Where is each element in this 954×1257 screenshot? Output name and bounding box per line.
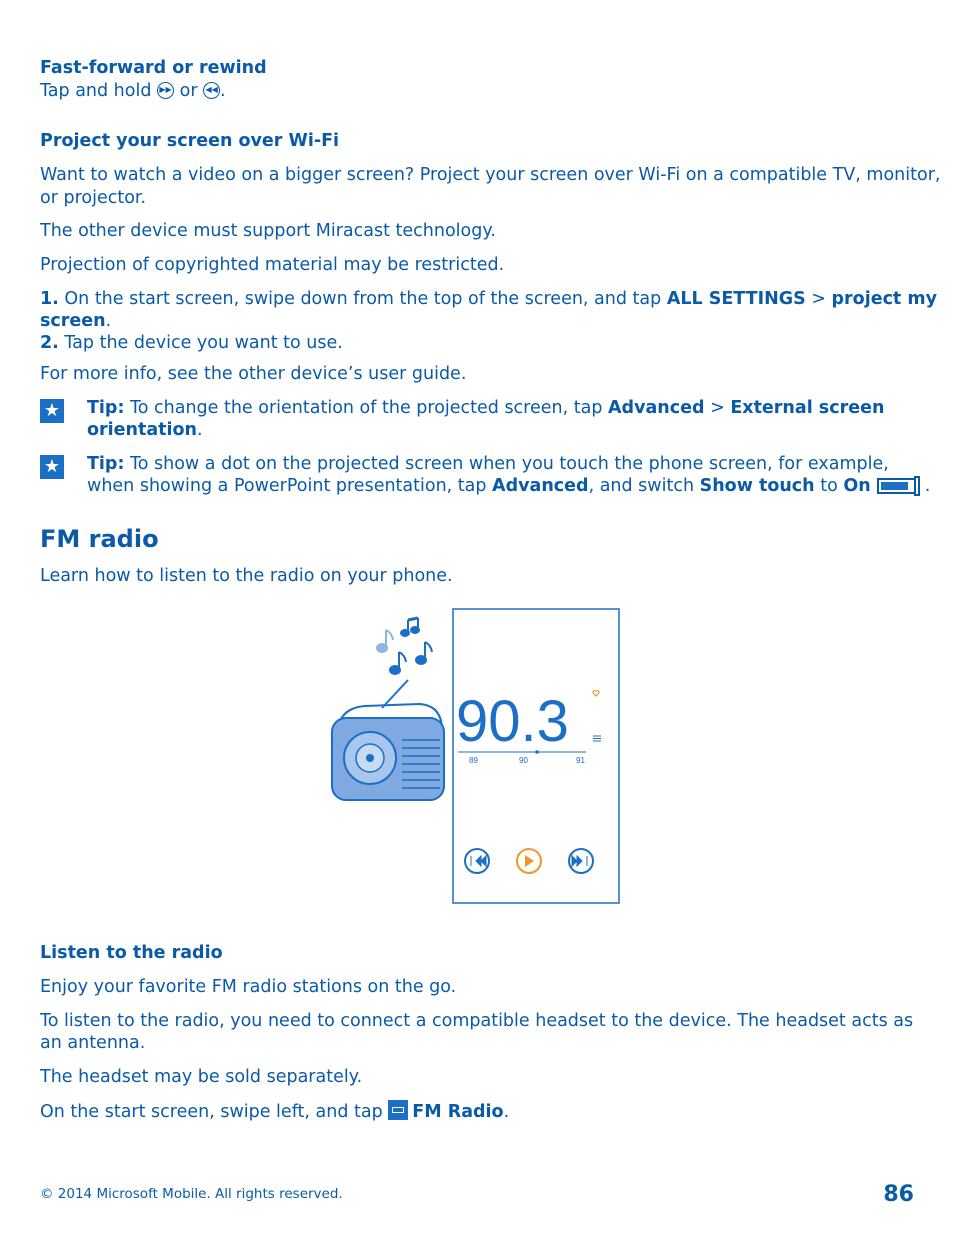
text-span: . <box>503 1102 510 1122</box>
section-title-listen: Listen to the radio <box>40 943 223 963</box>
text-span: Tap the device you want to use. <box>58 333 343 353</box>
fast-forward-icon: ▶▶ <box>157 82 174 99</box>
paragraph: or projector. <box>40 188 147 208</box>
section-title-project: Project your screen over Wi-Fi <box>40 131 340 151</box>
text-span: . <box>105 311 112 331</box>
ui-term: On <box>843 476 871 496</box>
tip-2 <box>87 453 889 475</box>
text-span: , and switch <box>588 476 700 496</box>
scale-label: 90 <box>519 756 528 765</box>
text-span: On the start screen, swipe down from the top of the screen, and tap <box>58 289 667 309</box>
text-span: On the start screen, swipe left, and tap <box>40 1102 389 1122</box>
text-span: > <box>805 289 832 309</box>
fast-forward-text <box>40 80 226 102</box>
step-number: 1. <box>40 289 59 309</box>
paragraph: The other device must support Miracast technology. <box>40 221 496 241</box>
scale-label: 91 <box>576 756 585 765</box>
paragraph: Projection of copyrighted material may be restricted. <box>40 255 505 275</box>
text-span: . <box>197 420 203 440</box>
paragraph <box>40 1100 509 1123</box>
ui-term: orientation <box>87 420 197 440</box>
fm-radio-app-icon <box>388 1100 408 1120</box>
ui-term: ALL SETTINGS <box>666 289 806 309</box>
frequency-display: 90.3 <box>456 689 569 754</box>
section-title-fast-forward: Fast-forward or rewind <box>40 58 267 78</box>
star-icon: ★ <box>40 399 64 423</box>
paragraph: To listen to the radio, you need to connect a compatible headset to the device. The headset acts as <box>40 1011 914 1031</box>
ui-term: Advanced <box>608 398 705 418</box>
ui-term: Show touch <box>699 476 815 496</box>
text-span: . <box>220 81 226 101</box>
ui-term: screen <box>40 311 106 331</box>
ui-term: Advanced <box>492 476 589 496</box>
star-icon: ★ <box>40 455 64 479</box>
tip-1 <box>87 397 884 419</box>
text-span: To change the orientation of the projected screen, tap <box>124 398 609 418</box>
paragraph: The headset may be sold separately. <box>40 1067 363 1087</box>
paragraph: For more info, see the other device’s user guide. <box>40 364 467 384</box>
step-1-cont <box>40 310 111 332</box>
section-title-fm-radio: FM radio <box>40 525 159 553</box>
rewind-icon: ◀◀ <box>203 82 220 99</box>
paragraph: Enjoy your favorite FM radio stations on the go. <box>40 977 457 997</box>
fm-radio-illustration <box>320 600 630 910</box>
ui-term: External screen <box>730 398 885 418</box>
radio-icon <box>332 680 444 800</box>
ui-term: FM Radio <box>412 1102 504 1122</box>
text-span: Tap and hold <box>40 81 152 101</box>
tip-2-cont <box>87 475 930 497</box>
ui-term: project my <box>831 289 938 309</box>
page-number: 86 <box>883 1182 914 1207</box>
paragraph: Learn how to listen to the radio on your phone. <box>40 566 453 586</box>
text-span: or <box>179 81 198 101</box>
text-span: when showing a PowerPoint presentation, tap <box>87 476 493 496</box>
step-2 <box>40 332 343 354</box>
step-1 <box>40 288 937 310</box>
music-notes-icon <box>377 618 432 674</box>
text-span: to <box>814 476 844 496</box>
text-span: > <box>704 398 731 418</box>
text-span: To show a dot on the projected screen when you touch the phone screen, for example, <box>124 454 889 474</box>
tip-label: Tip: <box>87 454 125 474</box>
text-span: . <box>924 476 931 496</box>
paragraph: an antenna. <box>40 1033 146 1053</box>
scale-label: 89 <box>469 756 478 765</box>
paragraph: Want to watch a video on a bigger screen? Project your screen over Wi-Fi on a compatible TV, monitor, <box>40 165 941 185</box>
copyright: © 2014 Microsoft Mobile. All rights reserved. <box>40 1186 343 1202</box>
tip-1-cont <box>87 419 203 441</box>
tip-label: Tip: <box>87 398 125 418</box>
step-number: 2. <box>40 333 59 353</box>
toggle-on-icon <box>877 478 917 494</box>
